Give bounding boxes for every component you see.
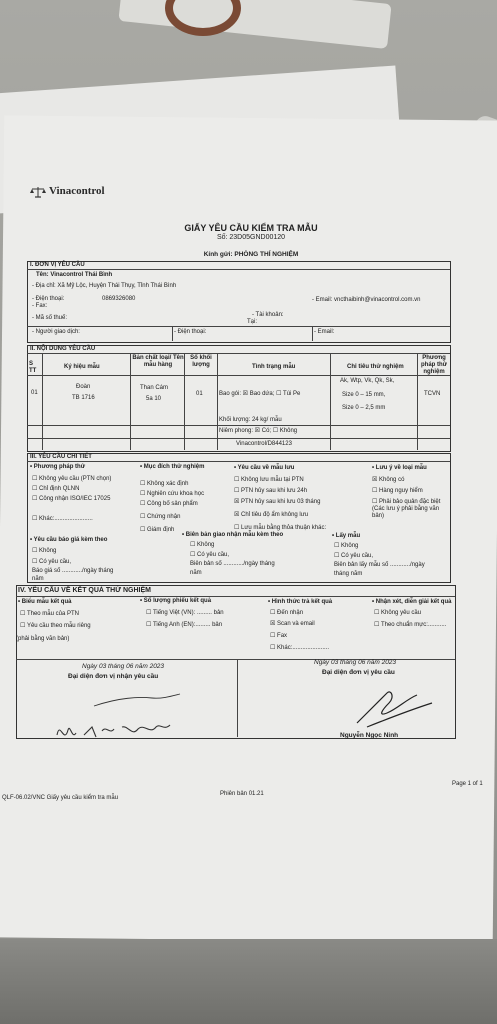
handover-heading: • Biên bản giao nhận mẫu kèm theo — [182, 532, 284, 538]
copies-item-1: ☐ Tiếng Việt (VN): ......... bản — [146, 610, 224, 616]
comment-heading: • Nhận xét, diễn giải kết quả — [372, 599, 452, 605]
footer-code: QLF-06.02/VNC Giấy yêu cầu kiểm tra mẫu — [2, 795, 119, 801]
sample-seal: Niêm phong: ☒ Có; ☐ Không — [219, 428, 298, 434]
handover-item-1: ☐ Không — [190, 542, 215, 548]
purpose-item-5: ☐ Giám định — [140, 527, 175, 533]
comment-item-1: ☐ Không yêu cầu — [374, 610, 422, 616]
delivery-item-2: ☒ Scan và email — [270, 621, 315, 627]
sampling-item-1: ☐ Không — [334, 543, 359, 549]
row-criteria-3: Size 0 – 2,5 mm — [342, 405, 386, 411]
requester-address: - Địa chỉ: Xã Mỹ Lộc, Huyện Thái Thụy, Tỉnh Thái Bình — [32, 283, 177, 289]
form-heading: • Biểu mẫu kết quả — [18, 599, 72, 605]
sampling-heading: • Lấy mẫu — [332, 533, 361, 539]
handover-item-3: Biên bản số ............/ngày tháng — [190, 561, 275, 567]
section-4-heading: IV. YÊU CẦU VỀ KẾT QUẢ THỬ NGHIỆM — [18, 587, 151, 594]
footer-version: Phiên bản 01.21 — [220, 791, 264, 797]
purpose-item-4: ☐ Chứng nhận — [140, 514, 181, 520]
quote-item-4: năm — [32, 576, 44, 582]
email-label: - Email: vncthaibinh@vinacontrol.com.vn — [312, 297, 421, 303]
note-item-3: ☐ Phải bảo quản đặc biệt — [372, 499, 441, 505]
section-1-heading: I. ĐƠN VỊ YÊU CẦU — [30, 262, 85, 268]
section-3-heading: III. YÊU CẦU CHI TIẾT — [30, 454, 92, 460]
handover-item-4: năm — [190, 570, 202, 576]
delivery-item-1: ☐ Đến nhận — [270, 610, 304, 616]
row-criteria-2: Size 0 – 15 mm, — [342, 392, 386, 398]
col-header-stt: S TT — [29, 361, 37, 375]
handover-item-2: ☐ Có yêu cầu, — [190, 552, 230, 558]
storage-item-5: ☐ Lưu mẫu bằng thỏa thuận khác: — [234, 525, 327, 531]
sampling-item-2: ☐ Có yêu cầu, — [334, 553, 374, 559]
quote-item-1: ☐ Không — [32, 548, 57, 554]
tax-label: - Mã số thuế: — [32, 315, 68, 321]
row-criteria-1: Ak, Wtp, Vk, Qk, Sk, — [340, 378, 395, 384]
sampling-item-3: Biên bản lấy mẫu số ............/ngày — [334, 562, 425, 568]
account-label: - Tài khoản: — [252, 312, 284, 318]
method-item-2: ☐ Chỉ định QLNN — [32, 486, 80, 492]
right-signature — [347, 683, 437, 733]
logo — [30, 185, 105, 198]
left-signature-dash — [92, 690, 182, 710]
note-item-2: ☐ Hàng nguy hiểm — [372, 488, 423, 494]
form-item-3: (phải bằng văn bản) — [16, 636, 70, 642]
delivery-item-3: ☐ Fax — [270, 633, 288, 639]
row-qty: 01 — [196, 391, 203, 397]
purpose-item-1: ☐ Không xác định — [140, 481, 189, 487]
bottom-desk-area — [0, 939, 497, 1024]
at-label: Tại: — [247, 319, 258, 325]
phone-value: 0869326080 — [102, 296, 136, 302]
document-number: Số: 23D05GND00120 — [216, 234, 286, 241]
col-header-qty: Số khối lượng — [190, 355, 212, 369]
fax-label: - Fax: — [32, 303, 48, 309]
document-title: GIẤY YÊU CẦU KIỂM TRA MẪU — [184, 223, 318, 233]
col-header-type: Bản chất loại/ Tên mẫu hàng — [132, 355, 184, 369]
col-header-criteria: Chỉ tiêu thử nghiệm — [347, 364, 404, 370]
row-code-1: Đoàn — [76, 384, 91, 390]
row-stt: 01 — [31, 390, 38, 396]
purpose-heading: • Mục đích thử nghiệm — [140, 464, 205, 470]
note-item-1: ☒ Không có — [372, 477, 405, 483]
quote-item-3: Báo giá số ............/ngày tháng — [32, 568, 114, 574]
delivery-item-4: ☐ Khác:...................... — [270, 645, 330, 651]
sampling-item-4: tháng năm — [334, 571, 363, 577]
storage-heading: • Yêu cầu về mẫu lưu — [234, 465, 295, 471]
sample-weight: Khối lượng: 24 kg/ mẫu — [219, 417, 282, 423]
section-2-heading: II. NỘI DUNG YÊU CẦU — [30, 346, 96, 352]
note-heading: • Lưu ý về loại mẫu — [372, 465, 427, 471]
quote-item-2: ☐ Có yêu cầu, — [32, 559, 72, 565]
row-type-2: 5a 10 — [146, 396, 162, 402]
row-type-1: Than Cám — [140, 385, 169, 391]
left-signature — [52, 705, 192, 750]
copies-heading: • Số lượng phiếu kết quả — [140, 598, 212, 604]
method-item-3: ☐ Công nhận ISO/IEC 17025 — [32, 496, 111, 502]
storage-item-2: ☐ PTN hủy sau khi lưu 24h — [234, 488, 308, 494]
col-header-status: Tình trạng mẫu — [252, 364, 296, 370]
row-method: TCVN — [424, 391, 441, 397]
purpose-item-2: ☐ Nghiên cứu khoa học — [140, 491, 205, 497]
form-item-1: ☐ Theo mẫu của PTN — [20, 611, 79, 617]
form-item-2: ☐ Yêu cầu theo mẫu riêng — [20, 623, 91, 629]
storage-item-1: ☐ Không lưu mẫu tại PTN — [234, 477, 304, 483]
col-header-code: Ký hiệu mẫu — [64, 364, 100, 370]
deliverer-label: - Người giao dịch: — [32, 329, 80, 335]
logo-text: Vinacontrol — [49, 185, 105, 197]
phone-label: - Điện thoại: — [32, 296, 65, 302]
note-item-4: (Các lưu ý phải bằng văn — [372, 506, 440, 512]
footer-page: Page 1 of 1 — [452, 781, 483, 787]
right-sign-name: Nguyễn Ngọc Ninh — [340, 732, 399, 739]
seal-number: Vinacontrol/D844123 — [236, 441, 292, 447]
method-item-4: ☐ Khác:....................... — [32, 516, 93, 522]
deliverer-email-label: - Email: — [314, 329, 335, 335]
storage-item-3: ☒ PTN hủy sau khi lưu 03 tháng — [234, 499, 321, 505]
method-item-1: ☐ Không yêu cầu (PTN chọn) — [32, 476, 112, 482]
method-heading: • Phương pháp thử — [30, 464, 86, 470]
quote-heading: • Yêu cầu báo giá kèm theo — [30, 537, 108, 543]
note-item-5: bản) — [372, 513, 385, 519]
col-header-method: Phương pháp thử nghiệm — [420, 355, 447, 376]
row-code-2: TB 1716 — [72, 395, 95, 401]
requester-name: Tên: Vinacontrol Thái Bình — [36, 272, 113, 278]
left-sign-date: Ngày 03 tháng 06 năm 2023 — [82, 663, 165, 670]
right-sign-title: Đại diện đơn vị yêu cầu — [322, 669, 395, 676]
scales-logo-icon — [30, 186, 46, 198]
right-sign-date: Ngày 03 tháng 06 năm 2023 — [314, 659, 397, 666]
delivery-heading: • Hình thức trả kết quả — [268, 599, 333, 605]
storage-item-4: ☒ Chỉ tiêu độ ẩm không lưu — [234, 512, 309, 518]
row-status: Bao gói: ☒ Bao dứa; ☐ Túi Pe — [219, 391, 301, 397]
left-sign-title: Đại diện đơn vị nhận yêu cầu — [68, 673, 159, 680]
deliverer-phone-label: - Điện thoại: — [174, 329, 207, 335]
recipient: Kính gửi: PHÒNG THÍ NGHIỆM — [203, 251, 299, 258]
comment-item-2: ☐ Theo chuẩn mực:........... — [374, 622, 447, 628]
purpose-item-3: ☐ Công bố sản phẩm — [140, 501, 198, 507]
copies-item-2: ☐ Tiếng Anh (EN):......... bản — [146, 622, 223, 628]
